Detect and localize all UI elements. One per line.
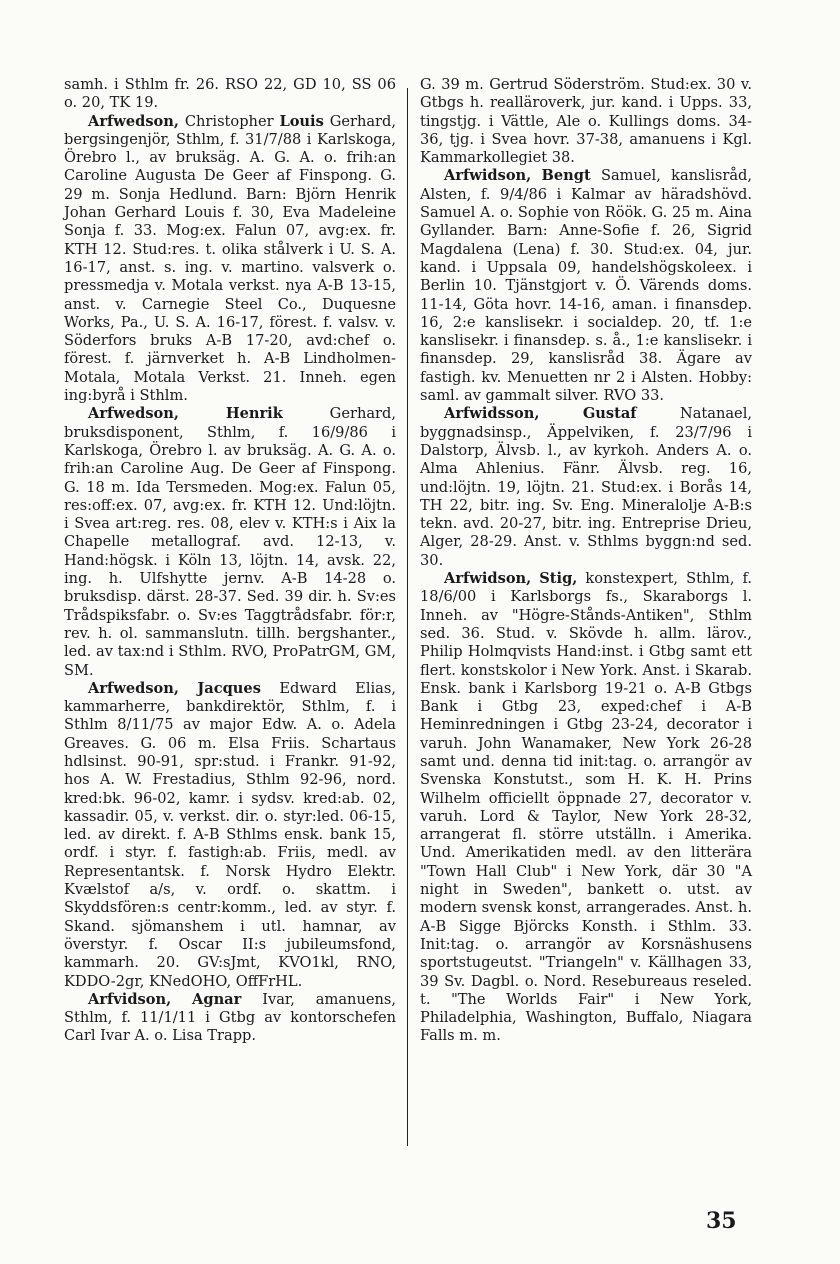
entry-call-name: Gustaf bbox=[582, 405, 637, 423]
entry-surname: Arfwedson, bbox=[88, 112, 179, 130]
entry-call-name: Henrik bbox=[225, 405, 283, 423]
entry-text: Ivar, amanuens, Sthlm, f. 11/1/11 i Gtbg av kontorschefen Carl Ivar A. o. Lisa Trapp. bbox=[64, 990, 397, 1045]
biography-entry bbox=[420, 167, 752, 405]
entry-text: Gerhard, bruksdisponent, Sthlm, f. 16/9/86 i Karlskoga, Örebro l. av bruksäg. A. G. A. o. frih:an Caroline Aug. De Geer af Finspong. G. 18 m. Ida Tersmeden. Mog:ex. Falun 05, res:off:ex. 07, avg:ex. fr. KTH 12. Und:löjtn. i Svea art:reg. res. 08, elev v. KTH:s i Aix la Chapelle metallograf. avd. 12-13, v. Hand:högsk. i Köln 13, löjtn. 14, avsk. 22, ing. h. Ulfshytte jernv. A-B 14-28 o. bruksdisp. därst. 28-37. Sed. 39 dir. h. Sv:es Trådspiksfabr. o. Sv:es Taggtrådsfabr. för:r, rev. h. ol. sammanslutn. tillh. bergshanter., led. av tax:nd i Sthlm. RVO, ProPatrGM, GM, SM. bbox=[64, 405, 396, 679]
entry-text: samh. i Sthlm fr. 26. RSO 22, GD 10, SS 06 o. 20, TK 19. bbox=[64, 76, 396, 112]
entry-continuation bbox=[64, 76, 396, 113]
entry-call-name: Agnar bbox=[192, 990, 242, 1008]
entry-text: Gerhard, bergsingenjör, Sthlm, f. 31/7/88 i Karlskoga, Örebro l., av bruksäg. A. G. A. o. frih:an Caroline Augusta De Geer af Finspong. G. 29 m. Sonja Hedlund. Barn: Björn Henrik Johan Gerhard Louis f. 30, Eva Madeleine Sonja f. 33. Mog:ex. Falun 07, avg:ex. fr. KTH 12. Stud:res. t. olika stålverk i U. S. A. 16-17, anst. s. ing. v. martino. valsverk o. pressmedja v. Motala verkst. nya A-B 13-15, anst. v. Carnegie Steel Co., Duquesne Works, Pa., U. S. A. 16-17, förest. f. valsv. v. Söderfors bruks A-B 17-20, avd:chef o. förest. f. järnverket h. A-B Lindholmen-Motala, Motala Verkst. 21. Inneh. egen ing:byrå i Sthlm. bbox=[64, 112, 397, 405]
biography-entry bbox=[64, 991, 396, 1046]
biography-entry bbox=[64, 680, 396, 991]
entry-surname: Arfwidson, bbox=[444, 167, 532, 185]
entry-continuation bbox=[420, 76, 752, 167]
entry-surname: Arfvidson, bbox=[88, 990, 172, 1008]
entry-surname: Arfwedson, bbox=[88, 405, 179, 423]
biography-entry bbox=[64, 405, 396, 679]
biography-entry bbox=[64, 113, 396, 406]
biography-entry bbox=[420, 405, 752, 570]
entry-call-name: Jacques bbox=[197, 679, 261, 697]
column-divider bbox=[407, 88, 408, 1146]
page-number: 35 bbox=[706, 1208, 737, 1234]
left-column bbox=[64, 76, 396, 1046]
right-column bbox=[420, 76, 752, 1046]
entry-call-name: Bengt bbox=[541, 167, 591, 185]
entry-surname: Arfwidsson, bbox=[444, 405, 540, 423]
entry-text: Natanael, byggnadsinsp., Äppelviken, f. 23/7/96 i Dalstorp, Älvsb. l., av kyrkoh. Anders A. o. Alma Ahlenius. Fänr. Älvsb. reg. 16, und:löjtn. 19, löjtn. 21. Stud:ex. i Borås 14, TH 22, bitr. ing. Sv. Eng. Mineralolje A-B:s tekn. avd. 20-27, bitr. ing. Entreprise Drieu, Alger, 28-29. Anst. v. Sthlms byggn:nd sed. 30. bbox=[420, 405, 752, 569]
entry-text: Edward Elias, kammarherre, bankdirektör, Sthlm, f. i Sthlm 8/11/75 av major Edw. A. o. Adela Greaves. G. 06 m. Elsa Friis. Schartaus hdlsinst. 90-91, spr:stud. i Frankr. 91-92, hos A. W. Frestadius, Sthlm 92-96, nord. kred:bk. 96-02, kamr. i sydsv. kred:ab. 02, kassadir. 05, v. verkst. dir. o. styr:led. 06-15, led. av direkt. f. A-B Sthlms ensk. bank 15, ordf. i styr. f. fastigh:ab. Friis, medl. av Representantsk. f. Norsk Hydro Elektr. Kvælstof a/s, v. ordf. o. skattm. i Skyddsfören:s centr:komm., led. av styr. f. Skand. sjömanshem i utl. hamnar, av överstyr. f. Oscar II:s jubileumsfond, kammarh. 20. GV:sJmt, KVO1kl, RNO, KDDO-2gr, KNedOHO, OffFrHL. bbox=[64, 679, 397, 990]
biography-entry bbox=[420, 570, 752, 1046]
entry-text: konstexpert, Sthlm, f. 18/6/00 i Karlsborgs fs., Skaraborgs l. Inneh. av "Högre-Stånds-Antiken", Sthlm sed. 36. Stud. v. Skövde h. allm. lärov., Philip Holmqvists Hand:inst. i Gtbg samt ett flert. konstskolor i New York. Anst. i Skarab. Ensk. bank i Karlsborg 19-21 o. A-B Gtbgs Bank i Gtbg 23, exped:chef i A-B Heminredningen i Gtbg 23-24, decorator i varuh. John Wanamaker, New York 26-28 samt und. denna tid init:tag. o. arrangör av Svenska Konstutst., som H. K. H. Prins Wilhelm officiellt öppnade 27, decorator v. varuh. Lord & Taylor, New York 28-32, arrangerat fl. större utställn. i Amerika. Und. Amerikatiden medl. av den litterära "Town Hall Club" i New York, där 30 "A night in Sweden", bankett o. utst. av modern svensk konst, arrangerades. Anst. h. A-B Sigge Björcks Konsth. i Sthlm. 33. Init:tag. o. arrangör av Korsnäshusens sportstugeutst. "Triangeln" v. Källhagen 33, 39 Sv. Dagbl. o. Nord. Resebureaus reseled. t. "The Worlds Fair" i New York, Philadelphia, Washington, Buffalo, Niagara Falls m. m. bbox=[420, 570, 752, 1045]
entry-text: Samuel, kanslisråd, Alsten, f. 9/4/86 i Kalmar av häradshövd. Samuel A. o. Sophie von Röök. G. 25 m. Aina Gyllander. Barn: Anne-Sofie f. 26, Sigrid Magdalena (Lena) f. 30. Stud:ex. 04, jur. kand. i Uppsala 09, handelshögskoleex. i Berlin 10. Tjänstgjort v. Ö. Värends doms. 11-14, Göta hovr. 14-16, aman. i finansdep. 16, 2:e kanslisekr. i socialdep. 20, tf. 1:e kanslisekr. i finansdep. s. å., 1:e kanslisekr. i finansdep. 29, kanslisråd 38. Ägare av fastigh. kv. Menuetten nr 2 i Alsten. Hobby: saml. av gammalt silver. RVO 33. bbox=[420, 167, 753, 405]
entry-given-name: Christopher bbox=[184, 112, 274, 130]
entry-call-name: Louis bbox=[279, 112, 324, 130]
entry-call-name: Stig, bbox=[539, 570, 578, 588]
entry-text: G. 39 m. Gertrud Söderström. Stud:ex. 30 v. Gtbgs h. realläroverk, jur. kand. i Upps. 33, tingstjg. i Vättle, Ale o. Kullings doms. 34-36, tjg. i Svea hovr. 37-38, amanuens i Kgl. Kammarkollegiet 38. bbox=[420, 76, 752, 167]
entry-surname: Arfwedson, bbox=[88, 679, 179, 697]
entry-surname: Arfwidson, bbox=[444, 570, 532, 588]
